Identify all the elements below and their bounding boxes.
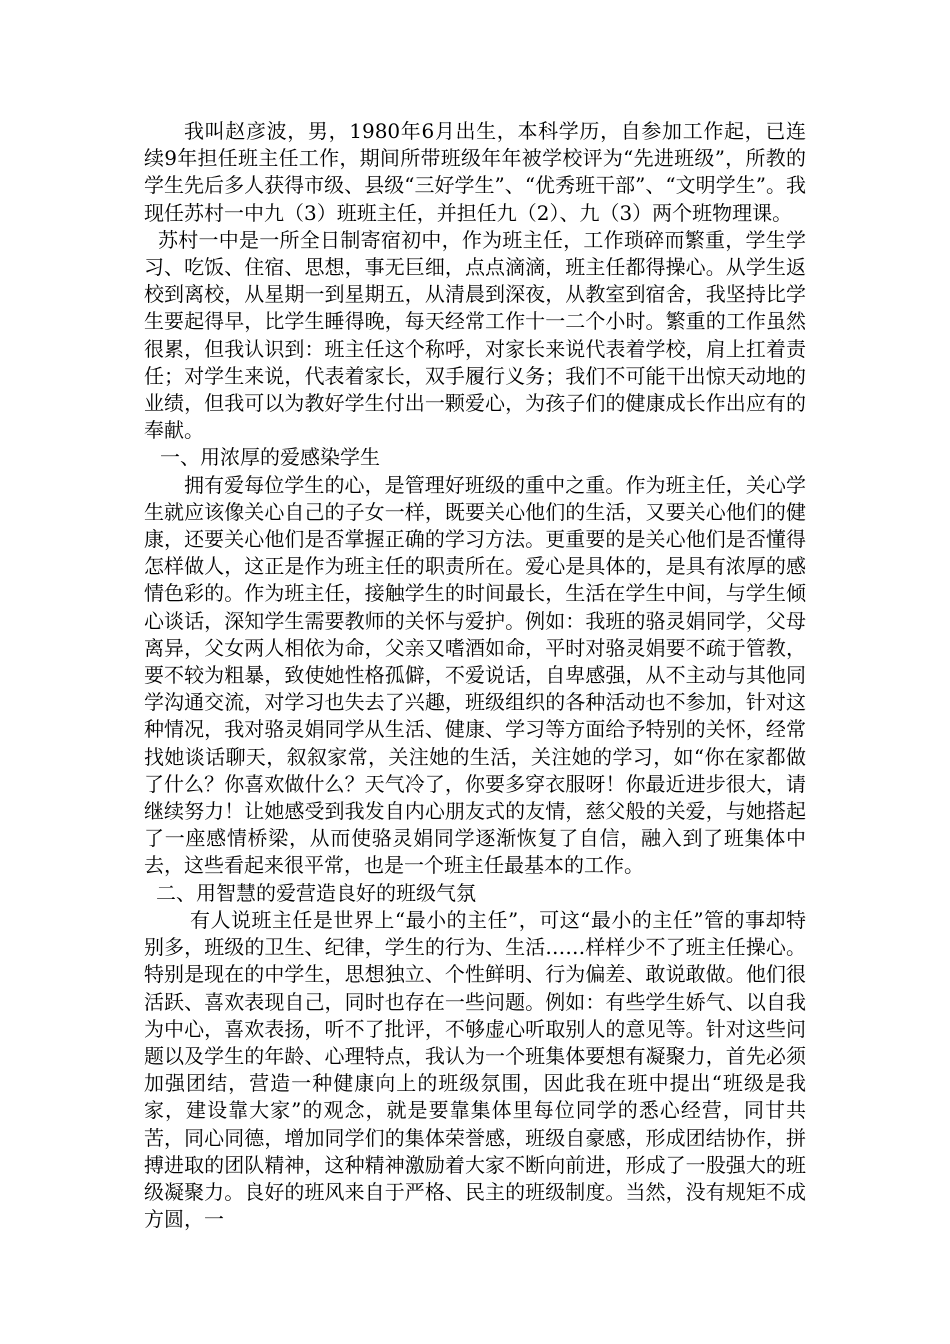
intro-paragraph: 我叫赵彦波，男，1980年6月出生，本科学历，自参加工作起，已连续9年担任班主任工作，期间所带班级年年被学校评为“先进班级”，所教的学生先后多人获得市级、县级“三好学生”、“优秀班干部”、“文明学生”。我现任苏村一中九（3）班班主任，并担任九（2）、九（3）两个班物理课。 [144, 119, 806, 225]
section-2-paragraph: 有人说班主任是世界上“最小的主任”，可这“最小的主任”管的事却特别多，班级的卫生、纪律，学生的行为、生活……样样少不了班主任操心。特别是现在的中学生，思想独立、个性鲜明、行为偏差、敢说敢做。他们很活跃、喜欢表现自己，同时也存在一些问题。例如：有些学生娇气、以自我为中心，喜欢表扬，听不了批评，不够虚心听取别人的意见等。针对这些问题以及学生的年龄、心理特点，我认为一个班集体要想有凝聚力，首先必须加强团结，营造一种健康向上的班级氛围，因此我在班中提出“班级是我家，建设靠大家”的观念，就是要靠集体里每位同学的悉心经营，同甘共苦，同心同德，增加同学们的集体荣誉感，班级自豪感，形成团结协作，拼搏进取的团队精神，这种精神激励着大家不断向前进，形成了一股强大的班级凝聚力。良好的班风来自于严格、民主的班级制度。当然，没有规矩不成方圆，一 [144, 907, 806, 1232]
section-heading-1: 一、用浓厚的爱感染学生 [160, 445, 380, 470]
school-work-paragraph: 苏村一中是一所全日制寄宿初中，作为班主任，工作琐碎而繁重，学生学习、吃饭、住宿、思想，事无巨细，点点滴滴，班主任都得操心。从学生返校到离校，从星期一到星期五，从清晨到深夜，从教室到宿舍，我坚持比学生要起得早，比学生睡得晚，每天经常工作十一二个小时。繁重的工作虽然很累，但我认识到：班主任这个称呼，对家长来说代表着学校，肩上扛着责任；对学生来说，代表着家长，双手履行义务；我们不可能干出惊天动地的业绩，但我可以为教好学生付出一颗爱心，为孩子们的健康成长作出应有的奉献。 [144, 227, 806, 443]
section-heading-2: 二、用智慧的爱营造良好的班级气氛 [156, 880, 476, 905]
document-page [144, 118, 806, 1233]
section-1-paragraph: 拥有爱每位学生的心，是管理好班级的重中之重。作为班主任，关心学生就应该像关心自己的子女一样，既要关心他们的生活，又要关心他们的健康，还要关心他们是否掌握正确的学习方法。更重要的是关心他们是否懂得怎样做人，这正是作为班主任的职责所在。爱心是具体的，是具有浓厚的感情色彩的。作为班主任，接触学生的时间最长，生活在学生中间，与学生倾心谈话，深知学生需要教师的关怀与爱护。例如：我班的骆灵娟同学，父母离异，父女两人相依为命，父亲又嗜酒如命，平时对骆灵娟要不疏于管教，要不较为粗暴，致使她性格孤僻，不爱说话，自卑感强，从不主动与其他同学沟通交流，对学习也失去了兴趣，班级组织的各种活动也不参加，针对这种情况，我对骆灵娟同学从生活、健康、学习等方面给予特别的关怀，经常找她谈话聊天，叙叙家常，关注她的生活，关注她的学习，如“你在家都做了什么？你喜欢做什么？天气冷了，你要多穿衣服呀！你最近进步很大，请继续努力！让她感受到我发自内心朋友式的友情，慈父般的关爱，与她搭起了一座感情桥梁，从而使骆灵娟同学逐渐恢复了自信，融入到了班集体中去，这些看起来很平常，也是一个班主任最基本的工作。 [144, 472, 806, 878]
